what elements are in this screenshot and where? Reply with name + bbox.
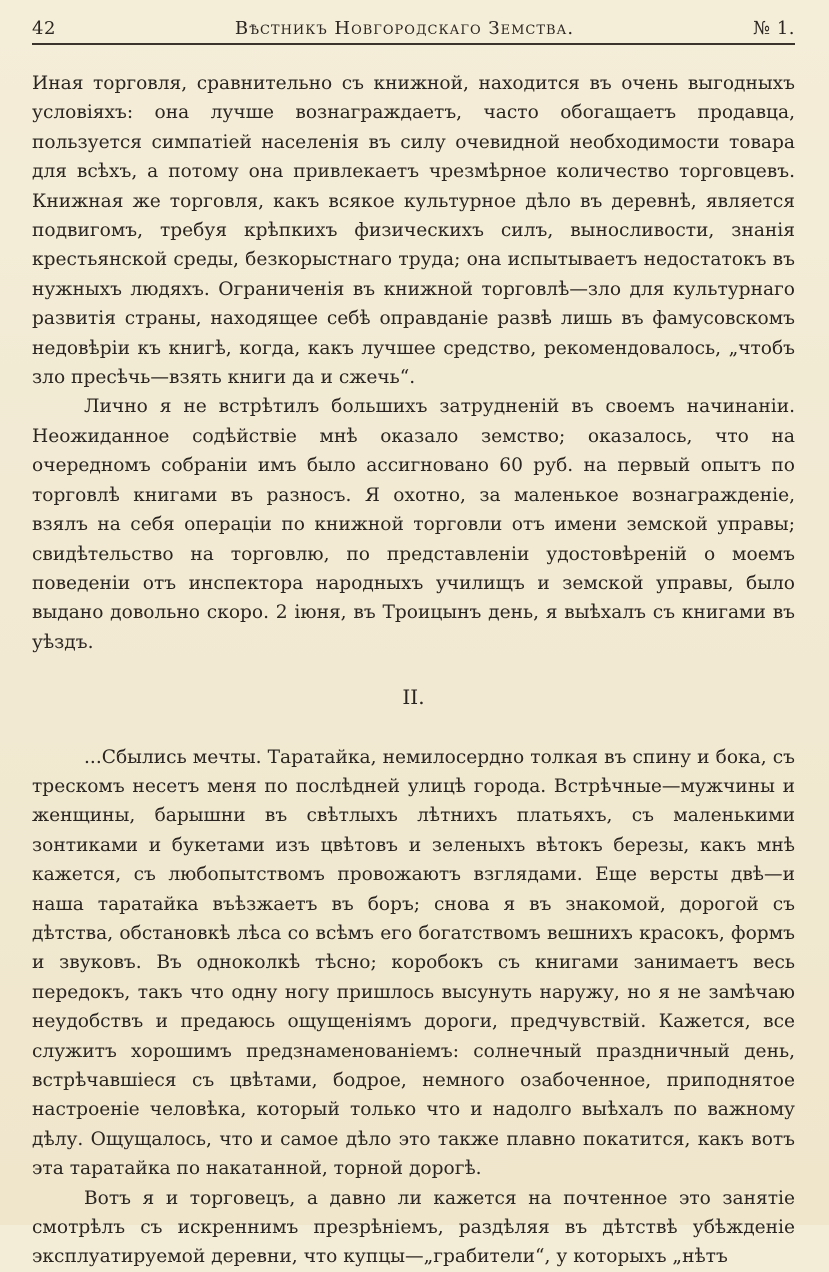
journal-title: Вѣстникъ Новгородскаго Земства. [234,18,575,39]
issue-number: № 1. [753,18,795,39]
page-number: 42 [32,18,56,39]
paragraph: Лично я не встрѣтилъ большихъ затрудненій въ своемъ начинаніи. Неожиданное содѣйствіе мнѣ оказало земство; оказалось, что на очередномъ собраніи имъ было ассигновано 60 руб. на первый опытъ по торговлѣ книгами въ разносъ. Я охотно, за маленькое вознагражденіе, взялъ на себя операціи по книжной торговли отъ имени земской управы; свидѣтельство на торговлю, по представленіи удостовѣреній о моемъ поведеніи отъ инспектора народныхъ училищъ и земской управы, было выдано довольно скоро. 2 іюня, въ Троицынъ день, я выѣхалъ съ книгами въ уѣздъ. [32,396,795,653]
paragraph: Иная торговля, сравнительно съ книжной, находится въ очень выгодныхъ условіяхъ: она лучше вознаграждаетъ, часто обогащаетъ продавца, пользуется симпатіей населенія въ силу очевидной необходимости товара для всѣхъ, а потому она привлекаетъ чрезмѣрное количество торговцевъ. Книжная же торговля, какъ всякое культурное дѣло въ деревнѣ, является подвигомъ, требуя крѣпкихъ физическихъ силъ, выносливости, знанія крестьянской среды, безкорыстнаго труда; она испытываетъ недостатокъ въ нужныхъ людяхъ. Ограниченія въ книжной торговлѣ—зло для культурнаго развитія страны, находящее себѣ оправданіе развѣ лишь въ фамусовскомъ недовѣріи къ книгѣ, когда, какъ лучшее средство, рекомендовалось, „чтобъ зло пресѣчь—взять книги да и сжечь“. [32,73,795,389]
body-text [32,69,795,1272]
section-heading: II. [402,685,425,710]
paragraph: Вотъ я и торговецъ, а давно ли кажется на почтенное это занятіе смотрѣлъ съ искреннимъ презрѣніемъ, раздѣляя въ дѣтствѣ убѣжденіе эксплуатируемой деревни, что купцы—„грабители“, у которыхъ „нѣтъ [32,1187,795,1268]
page-header [32,18,795,45]
paragraph: ...Сбылись мечты. Таратайка, немилосердно толкая въ спину и бока, съ трескомъ несетъ меня по послѣдней улицѣ города. Встрѣчные—мужчины и женщины, барышни въ свѣтлыхъ лѣтнихъ платьяхъ, съ маленькими зонтиками и букетами изъ цвѣтовъ и зеленыхъ вѣтокъ березы, какъ мнѣ кажется, съ любопытствомъ провожаютъ взглядами. Еще версты двѣ—и наша таратайка въѣзжаетъ въ боръ; снова я въ знакомой, дорогой съ дѣтства, обстановкѣ лѣса со всѣмъ его богатствомъ вешнихъ красокъ, формъ и звуковъ. Въ одноколкѣ тѣсно; коробокъ съ книгами занимаетъ весь передокъ, такъ что одну ногу пришлось высунуть наружу, но я не замѣчаю неудобствъ и предаюсь ощущеніямъ дороги, предчувствій. Кажется, все служитъ хорошимъ предзнаменованіемъ: солнечный праздничный день, встрѣчавшіеся съ цвѣтами, бодрое, немного озабоченное, приподнятое настроеніе человѣка, который только что и надолго выѣхалъ по важному дѣлу. Ощущалось, что и самое дѣло это также плавно покатится, какъ вотъ эта таратайка по накатанной, торной дорогѣ. [32,746,795,1180]
